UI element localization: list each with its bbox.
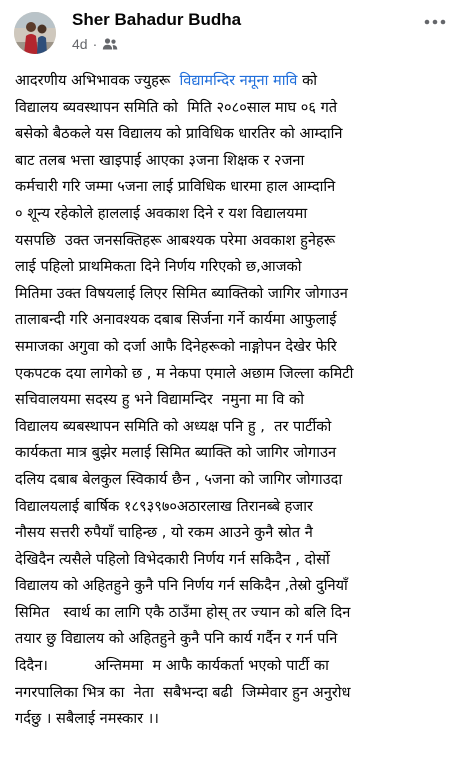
post-text: को xyxy=(297,72,318,89)
post-text-line: बाट तलब भत्ता खाइपाई आएका ३जना शिक्षक र २जना xyxy=(15,151,305,169)
post-header xyxy=(0,0,460,62)
post-body xyxy=(15,68,451,733)
avatar-photo xyxy=(14,12,56,54)
post-text-line: दिदैन। अन्तिममा म आफै कार्यकर्ता भएको पार्टी का xyxy=(15,657,329,675)
post-text-line: तालाबन्दी गरि अनावश्यक दबाब सिर्जना गर्ने कार्यमा आफुलाई xyxy=(15,311,337,329)
post-text-line: यसपछि उक्त जनसक्तिहरू आबश्यक परेमा अवकाश हुनेहरू xyxy=(15,231,336,249)
more-options-button[interactable] xyxy=(422,12,448,32)
author-name[interactable]: Sher Bahadur Budha xyxy=(72,10,242,29)
post-text-line: विद्यालय को अहितहुने कुनै पनि निर्णय गर्न सकिदैन ,तेस्रो दुनियाँ xyxy=(15,577,348,595)
post-text-line: बसेको बैठकले यस विद्यालय को प्राविधिक धारतिर को आम्दानि xyxy=(15,125,343,143)
post-text-line: मितिमा उक्त विषयलाई लिएर सिमित ब्याक्तिको जागिर जोगाउन xyxy=(15,284,348,302)
post-text-line: नगरपालिका भित्र का नेता सबैभन्दा बढी जिम्मेवार हुन अनुरोध xyxy=(15,683,351,701)
post-text-line: कर्मचारी गरि जम्मा ५जना लाई प्राविधिक धारमा हाल आम्दानि xyxy=(15,178,336,196)
avatar[interactable] xyxy=(14,12,56,54)
post-text-line: समाजका अगुवा को दर्जा आफै दिनेहरूको नाङ्गोपन देखेर फेरि xyxy=(15,337,337,355)
post-text-line: ० शून्य रहेकोले हाललाई अवकाश दिने र यश विद्यालयमा xyxy=(15,204,308,222)
post-text-line: तयार छु विद्यालय को अहितहुने कुनै पनि कार्य गर्दैन र गर्न पनि xyxy=(15,630,338,648)
post-text-line: कार्यकता मात्र बुझेर मलाई सिमित ब्याक्ति को जागिर जोगाउन xyxy=(15,444,337,462)
post-text-line xyxy=(15,68,451,95)
post-text-line: लाई पहिलो प्राथमिकता दिने निर्णय गरिएको छ,आजको xyxy=(15,258,302,276)
post-text-line: नौसय सत्तरी रुपैयाँ चाहिन्छ , यो रकम आउने कुनै स्रोत नै xyxy=(15,524,313,542)
friends-icon xyxy=(102,37,118,51)
school-link[interactable]: विद्यामन्दिर नमूना मावि xyxy=(179,72,298,89)
post-text-line: सचिवालयमा सदस्य हु भने विद्यामन्दिर नमुना मा वि को xyxy=(15,391,304,409)
post-text-line: विद्यालय ब्यबस्थापन समिति को अध्यक्ष पनि हु , तर पार्टीको xyxy=(15,417,332,435)
post-text-line: सिमित स्वार्थ का लागि एकै ठाउँमा होस् तर ज्यान को बलि दिन xyxy=(15,603,351,621)
post-text-line: एकपटक दया लागेको छ , म नेकपा एमाले अछाम जिल्ला कमिटी xyxy=(15,364,354,382)
meta-separator: · xyxy=(92,36,98,52)
post-text-line: गर्दछु । सबैलाई नमस्कार ।। xyxy=(15,710,159,728)
post-text-line: विद्यालयलाई बार्षिक १८९३९७०अठारलाख तिरानब्बे हजार xyxy=(15,497,314,515)
post-text-line: दलिय दबाब बेलकुल स्विकार्य छैन , ५जना को जागिर जोगाउदा xyxy=(15,470,343,488)
post-text-line: विद्यालय ब्यवस्थापन समिति को मिति २०८०साल माघ ०६ गते xyxy=(15,98,338,116)
post-timestamp[interactable]: 4d xyxy=(72,36,88,52)
post-meta xyxy=(72,36,118,52)
post-text: आदरणीय अभिभावक ज्युहरू xyxy=(15,72,180,89)
more-dots-icon xyxy=(424,19,446,25)
post-text-line: देखिदैन त्यसैले पहिलो विभेदकारी निर्णय गर्न सकिदैन , दोर्सो xyxy=(15,550,330,568)
